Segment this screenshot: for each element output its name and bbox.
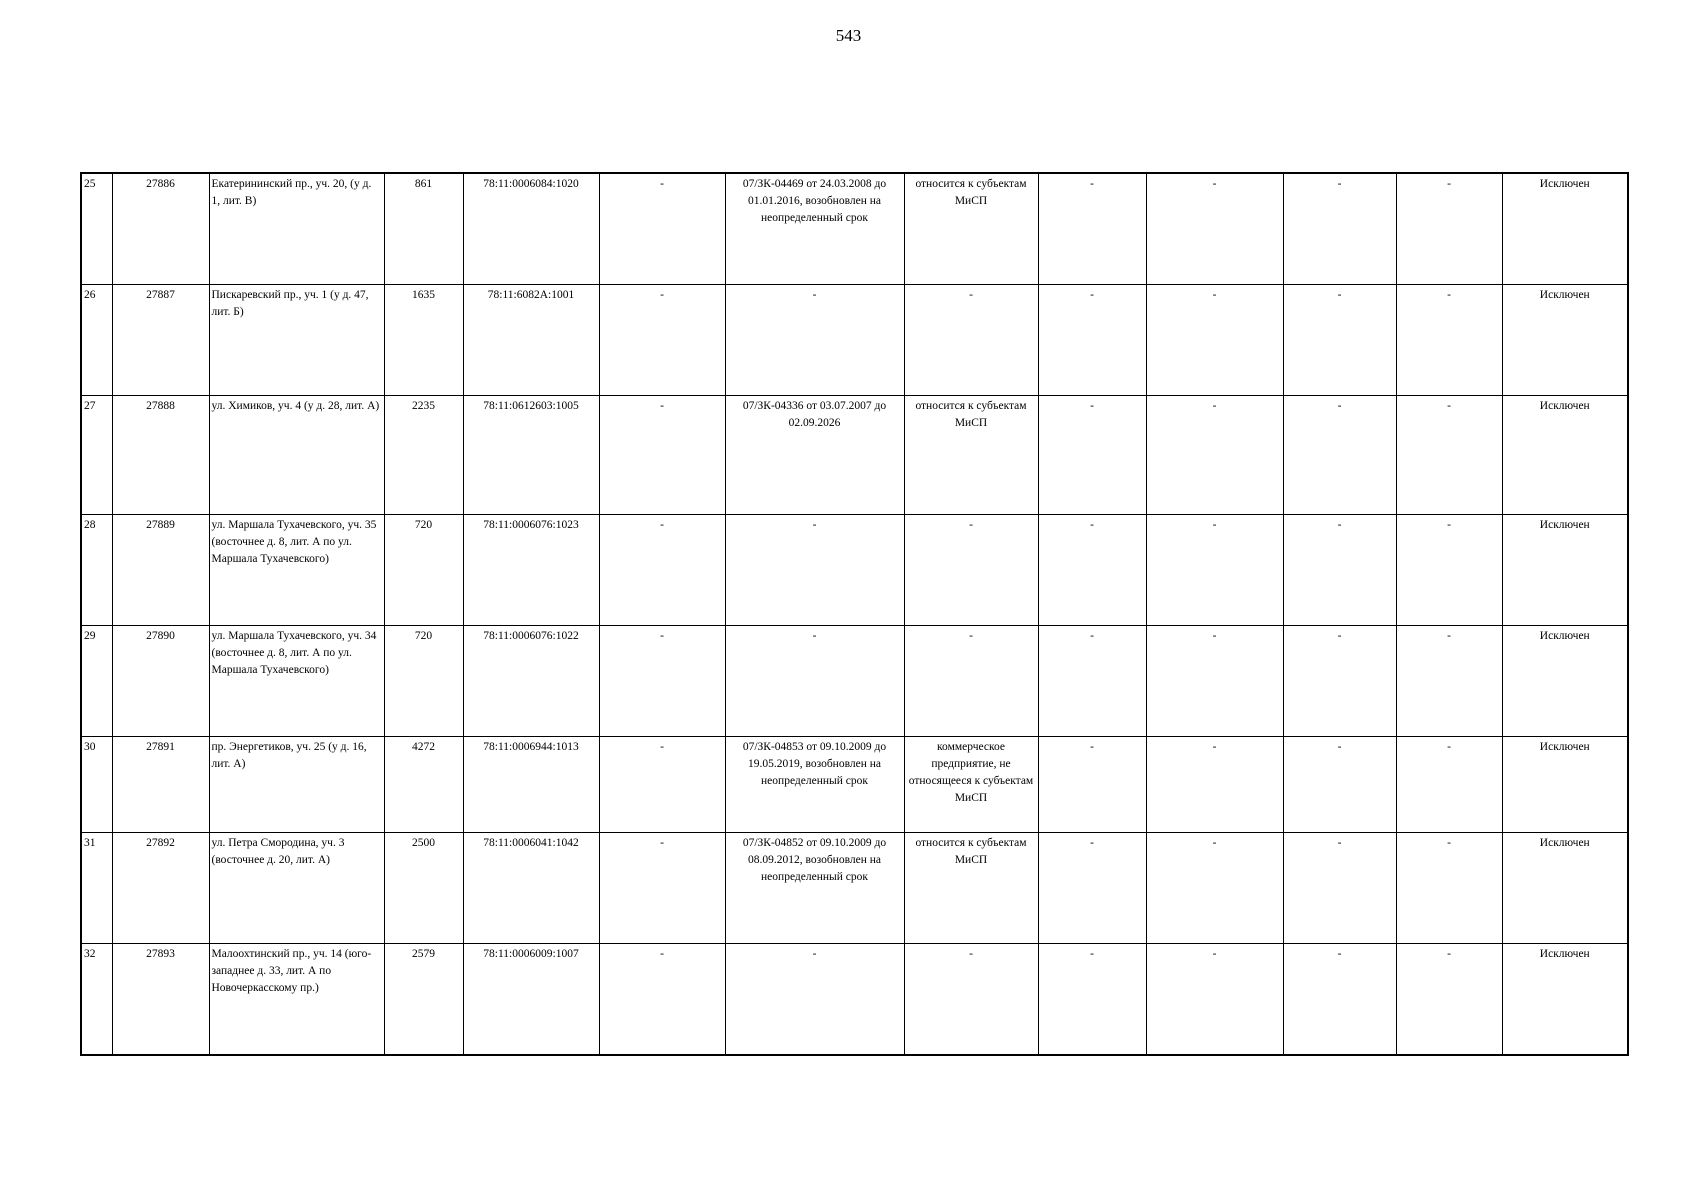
cell-10: - [1146,515,1283,626]
row-number: 25 [81,173,112,285]
table-row [81,833,1628,944]
area: 2500 [384,833,463,944]
cadastral-number: 78:11:0006944:1013 [463,737,599,833]
cadastral-number: 78:11:0006076:1023 [463,515,599,626]
cell-11: - [1283,396,1396,515]
tenant-category: - [904,626,1038,737]
cell-12: - [1396,626,1502,737]
area: 720 [384,626,463,737]
cell-6: - [599,173,725,285]
table-row [81,515,1628,626]
cell-11: - [1283,515,1396,626]
cell-6: - [599,833,725,944]
tenant-category: относится к субъектам МиСП [904,396,1038,515]
cell-9: - [1038,737,1146,833]
table-row [81,737,1628,833]
object-id: 27892 [112,833,209,944]
cell-9: - [1038,944,1146,1056]
cell-12: - [1396,285,1502,396]
cell-10: - [1146,173,1283,285]
cell-9: - [1038,833,1146,944]
table-row [81,173,1628,285]
cell-11: - [1283,626,1396,737]
cell-11: - [1283,944,1396,1056]
address: Малоохтинский пр., уч. 14 (юго-западнее д. 33, лит. А по Новочеркасскому пр.) [209,944,384,1056]
cell-10: - [1146,737,1283,833]
object-id: 27886 [112,173,209,285]
object-id: 27890 [112,626,209,737]
cell-9: - [1038,626,1146,737]
tenant-category: - [904,515,1038,626]
cell-6: - [599,515,725,626]
cadastral-number: 78:11:0006009:1007 [463,944,599,1056]
row-number: 32 [81,944,112,1056]
lease-info: 07/ЗК-04853 от 09.10.2009 до 19.05.2019, возобновлен на неопределенный срок [725,737,904,833]
lease-info: 07/ЗК-04852 от 09.10.2009 до 08.09.2012, возобновлен на неопределенный срок [725,833,904,944]
tenant-category: коммерческое предприятие, не относящееся к субъектам МиСП [904,737,1038,833]
status: Исключен [1502,173,1628,285]
status: Исключен [1502,833,1628,944]
status: Исключен [1502,396,1628,515]
cell-11: - [1283,737,1396,833]
cell-12: - [1396,173,1502,285]
cadastral-number: 78:11:0006084:1020 [463,173,599,285]
cell-10: - [1146,396,1283,515]
cadastral-number: 78:11:0006076:1022 [463,626,599,737]
cell-12: - [1396,515,1502,626]
address: ул. Химиков, уч. 4 (у д. 28, лит. А) [209,396,384,515]
lease-info: - [725,515,904,626]
area: 4272 [384,737,463,833]
cell-10: - [1146,626,1283,737]
lease-info: - [725,626,904,737]
status: Исключен [1502,285,1628,396]
table-row [81,626,1628,737]
table-row [81,396,1628,515]
cell-12: - [1396,944,1502,1056]
object-id: 27893 [112,944,209,1056]
address: ул. Петра Смородина, уч. 3 (восточнее д. 20, лит. А) [209,833,384,944]
row-number: 28 [81,515,112,626]
cell-11: - [1283,285,1396,396]
cell-12: - [1396,396,1502,515]
status: Исключен [1502,737,1628,833]
status: Исключен [1502,515,1628,626]
lease-info: - [725,285,904,396]
cadastral-number: 78:11:6082А:1001 [463,285,599,396]
object-id: 27887 [112,285,209,396]
status: Исключен [1502,626,1628,737]
row-number: 26 [81,285,112,396]
area: 720 [384,515,463,626]
row-number: 27 [81,396,112,515]
area: 2579 [384,944,463,1056]
address: Екатерининский пр., уч. 20, (у д. 1, лит. В) [209,173,384,285]
cell-9: - [1038,173,1146,285]
object-id: 27889 [112,515,209,626]
tenant-category: - [904,944,1038,1056]
page-number: 543 [835,26,862,45]
address: Пискаревский пр., уч. 1 (у д. 47, лит. Б) [209,285,384,396]
tenant-category: - [904,285,1038,396]
lease-info: 07/ЗК-04336 от 03.07.2007 до 02.09.2026 [725,396,904,515]
cadastral-number: 78:11:0612603:1005 [463,396,599,515]
row-number: 31 [81,833,112,944]
row-number: 30 [81,737,112,833]
object-id: 27888 [112,396,209,515]
cell-10: - [1146,285,1283,396]
status: Исключен [1502,944,1628,1056]
lease-info: - [725,944,904,1056]
area: 2235 [384,396,463,515]
cell-6: - [599,285,725,396]
row-number: 29 [81,626,112,737]
tenant-category: относится к субъектам МиСП [904,833,1038,944]
cell-12: - [1396,833,1502,944]
cell-9: - [1038,285,1146,396]
cell-6: - [599,737,725,833]
cell-6: - [599,626,725,737]
cell-9: - [1038,515,1146,626]
tenant-category: относится к субъектам МиСП [904,173,1038,285]
cell-9: - [1038,396,1146,515]
cell-11: - [1283,833,1396,944]
cadastral-number: 78:11:0006041:1042 [463,833,599,944]
lease-info: 07/ЗК-04469 от 24.03.2008 до 01.01.2016, возобновлен на неопределенный срок [725,173,904,285]
cell-11: - [1283,173,1396,285]
object-id: 27891 [112,737,209,833]
cell-10: - [1146,944,1283,1056]
cell-12: - [1396,737,1502,833]
cell-6: - [599,944,725,1056]
address: пр. Энергетиков, уч. 25 (у д. 16, лит. А) [209,737,384,833]
land-plots-table [80,172,1629,1056]
cell-10: - [1146,833,1283,944]
area: 1635 [384,285,463,396]
table-row [81,285,1628,396]
address: ул. Маршала Тухачевского, уч. 34 (восточнее д. 8, лит. А по ул. Маршала Тухачевского) [209,626,384,737]
area: 861 [384,173,463,285]
address: ул. Маршала Тухачевского, уч. 35 (восточнее д. 8, лит. А по ул. Маршала Тухачевского) [209,515,384,626]
cell-6: - [599,396,725,515]
table-row [81,944,1628,1056]
